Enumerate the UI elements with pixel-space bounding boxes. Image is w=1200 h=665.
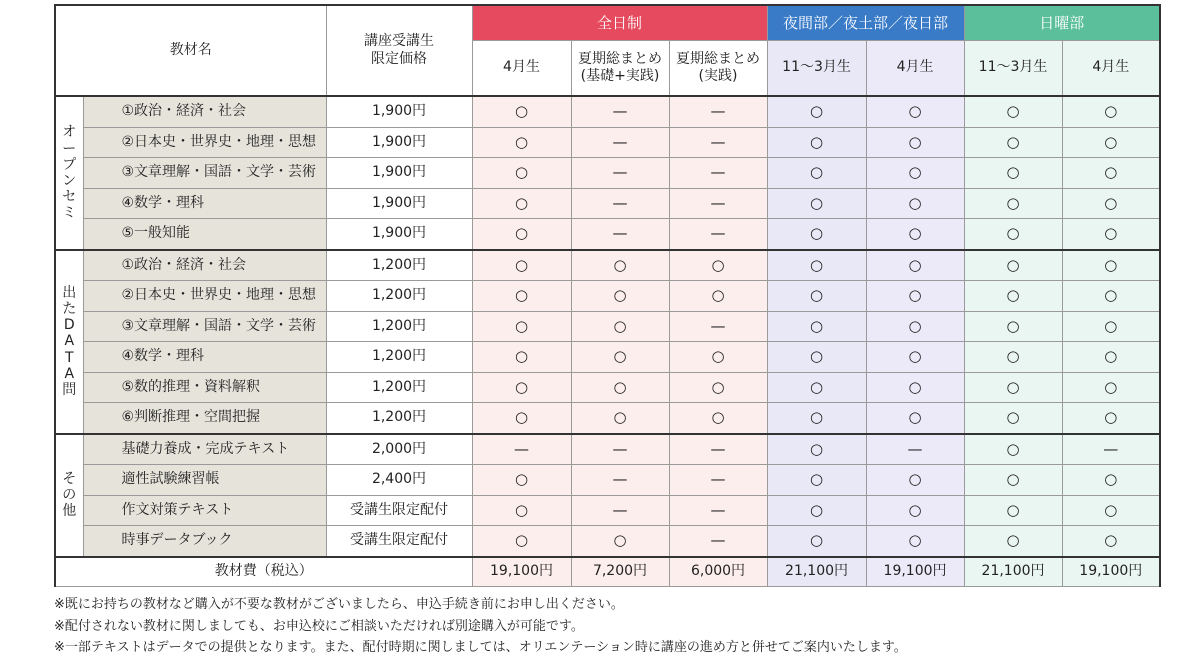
available-mark: ○ [1062,219,1160,250]
subcol-header: 4月生 [866,41,964,97]
material-price: 1,200円 [326,281,472,312]
available-mark: ○ [472,188,571,219]
material-price: 受講生限定配付 [326,526,472,557]
unavailable-mark: — [866,434,964,465]
available-mark: ○ [1062,158,1160,189]
available-mark: ○ [866,372,964,403]
table-row [55,250,1160,281]
unavailable-mark: — [571,127,669,158]
footer-total-value: 19,100円 [866,557,964,587]
available-mark: ○ [571,281,669,312]
material-name: 適性試験練習帳 [83,465,326,496]
material-name: ⑤数的推理・資料解釈 [83,372,326,403]
available-mark: ○ [571,403,669,434]
available-mark: ○ [767,219,866,250]
available-mark: ○ [669,372,767,403]
available-mark: ○ [571,250,669,281]
available-mark: ○ [964,342,1062,373]
unavailable-mark: — [669,158,767,189]
table-row [55,281,1160,312]
footer-total-value: 7,200円 [571,557,669,587]
unavailable-mark: — [571,219,669,250]
available-mark: ○ [472,127,571,158]
table-row [55,219,1160,250]
material-name: ②日本史・世界史・地理・思想 [83,281,326,312]
available-mark: ○ [767,281,866,312]
available-mark: ○ [866,188,964,219]
table-row [55,127,1160,158]
material-name: ④数学・理科 [83,188,326,219]
available-mark: ○ [1062,465,1160,496]
available-mark: ○ [472,281,571,312]
subcol-header: 夏期総まとめ (基礎+実践) [571,41,669,97]
available-mark: ○ [1062,96,1160,127]
note-line: ※既にお持ちの教材など購入が不要な教材がございましたら、申込手続き前にお申し出ください。 [54,597,624,612]
material-price: 1,900円 [326,219,472,250]
section-label: 出 た D A T A 問 [55,250,83,434]
available-mark: ○ [767,158,866,189]
available-mark: ○ [964,403,1062,434]
material-price: 1,200円 [326,403,472,434]
available-mark: ○ [767,403,866,434]
available-mark: ○ [669,281,767,312]
material-name: ①政治・経済・社会 [83,96,326,127]
unavailable-mark: — [669,96,767,127]
header-price: 講座受講生 限定価格 [326,5,472,96]
footer-total-value: 19,100円 [1062,557,1160,587]
material-name: 作文対策テキスト [83,495,326,526]
available-mark: ○ [866,403,964,434]
available-mark: ○ [472,495,571,526]
table-row [55,495,1160,526]
available-mark: ○ [767,434,866,465]
available-mark: ○ [866,495,964,526]
available-mark: ○ [866,250,964,281]
available-mark: ○ [472,342,571,373]
available-mark: ○ [767,188,866,219]
footer-total-value: 21,100円 [964,557,1062,587]
group-header-sunday: 日曜部 [964,5,1160,41]
available-mark: ○ [964,526,1062,557]
material-price: 2,000円 [326,434,472,465]
available-mark: ○ [964,158,1062,189]
available-mark: ○ [767,342,866,373]
table-row [55,434,1160,465]
available-mark: ○ [767,96,866,127]
available-mark: ○ [571,526,669,557]
table-row [55,96,1160,127]
unavailable-mark: — [669,311,767,342]
material-name: ①政治・経済・社会 [83,250,326,281]
available-mark: ○ [1062,495,1160,526]
available-mark: ○ [1062,526,1160,557]
unavailable-mark: — [571,96,669,127]
material-price: 1,900円 [326,127,472,158]
subcol-header: 4月生 [1062,41,1160,97]
available-mark: ○ [472,526,571,557]
available-mark: ○ [1062,188,1160,219]
available-mark: ○ [571,372,669,403]
available-mark: ○ [1062,342,1160,373]
group-header-night: 夜間部／夜土部／夜日部 [767,5,964,41]
unavailable-mark: — [571,495,669,526]
available-mark: ○ [866,342,964,373]
section-label: そ の 他 [55,434,83,557]
available-mark: ○ [472,158,571,189]
available-mark: ○ [767,311,866,342]
unavailable-mark: — [571,434,669,465]
unavailable-mark: — [571,465,669,496]
available-mark: ○ [1062,281,1160,312]
available-mark: ○ [767,495,866,526]
available-mark: ○ [964,127,1062,158]
group-header-fulltime: 全日制 [472,5,767,41]
material-name: ⑤一般知能 [83,219,326,250]
material-price: 1,200円 [326,372,472,403]
available-mark: ○ [1062,311,1160,342]
material-name: ⑥判断推理・空間把握 [83,403,326,434]
available-mark: ○ [964,96,1062,127]
material-price: 1,900円 [326,188,472,219]
available-mark: ○ [767,465,866,496]
available-mark: ○ [1062,250,1160,281]
material-name: 基礎力養成・完成テキスト [83,434,326,465]
available-mark: ○ [571,342,669,373]
available-mark: ○ [964,311,1062,342]
subcol-header: 11〜3月生 [767,41,866,97]
available-mark: ○ [964,188,1062,219]
available-mark: ○ [964,250,1062,281]
unavailable-mark: — [669,495,767,526]
available-mark: ○ [1062,127,1160,158]
unavailable-mark: — [571,188,669,219]
available-mark: ○ [472,465,571,496]
available-mark: ○ [669,342,767,373]
table-row [55,158,1160,189]
available-mark: ○ [866,526,964,557]
material-price: 2,400円 [326,465,472,496]
available-mark: ○ [472,96,571,127]
available-mark: ○ [866,311,964,342]
available-mark: ○ [472,250,571,281]
available-mark: ○ [866,219,964,250]
table-row [55,342,1160,373]
footer-total-value: 6,000円 [669,557,767,587]
footer-total-label: 教材費（税込） [55,557,472,587]
table-row [55,403,1160,434]
unavailable-mark: — [669,219,767,250]
available-mark: ○ [472,311,571,342]
available-mark: ○ [866,465,964,496]
subcol-header: 11〜3月生 [964,41,1062,97]
subcol-header: 4月生 [472,41,571,97]
available-mark: ○ [767,372,866,403]
available-mark: ○ [767,250,866,281]
table-row [55,526,1160,557]
material-price: 1,200円 [326,342,472,373]
unavailable-mark: — [669,127,767,158]
available-mark: ○ [669,250,767,281]
available-mark: ○ [1062,372,1160,403]
available-mark: ○ [767,526,866,557]
available-mark: ○ [964,219,1062,250]
unavailable-mark: — [472,434,571,465]
table-row [55,465,1160,496]
footer-total-value: 21,100円 [767,557,866,587]
available-mark: ○ [1062,403,1160,434]
unavailable-mark: — [669,434,767,465]
note-line: ※配付されない教材に関しましても、お申込校にご相談いただければ別途購入が可能です。 [54,618,584,634]
available-mark: ○ [472,219,571,250]
table-body [55,96,1160,557]
available-mark: ○ [472,372,571,403]
material-name: 時事データブック [83,526,326,557]
unavailable-mark: — [571,158,669,189]
material-name: ④数学・理科 [83,342,326,373]
table-row [55,311,1160,342]
section-label: オ ー プ ン セ ミ [55,96,83,250]
table-row [55,188,1160,219]
material-name: ③文章理解・国語・文学・芸術 [83,158,326,189]
unavailable-mark: — [1062,434,1160,465]
available-mark: ○ [669,403,767,434]
subcol-header: 夏期総まとめ (実践) [669,41,767,97]
material-name: ②日本史・世界史・地理・思想 [83,127,326,158]
footer-total-value: 19,100円 [472,557,571,587]
available-mark: ○ [866,127,964,158]
available-mark: ○ [571,311,669,342]
available-mark: ○ [767,127,866,158]
material-price: 1,900円 [326,158,472,189]
available-mark: ○ [964,281,1062,312]
available-mark: ○ [964,465,1062,496]
table-row [55,372,1160,403]
price-table-wrapper [54,4,1161,587]
material-price: 受講生限定配付 [326,495,472,526]
unavailable-mark: — [669,526,767,557]
notes [54,594,907,659]
note-line: ※一部テキストはデータでの提供となります。また、配付時期に関しましては、オリエンテーション時に講座の進め方と併せてご案内いたします。 [54,640,907,655]
material-name: ③文章理解・国語・文学・芸術 [83,311,326,342]
available-mark: ○ [472,403,571,434]
material-price: 1,900円 [326,96,472,127]
unavailable-mark: — [669,188,767,219]
available-mark: ○ [964,495,1062,526]
unavailable-mark: — [669,465,767,496]
material-price: 1,200円 [326,311,472,342]
available-mark: ○ [964,434,1062,465]
available-mark: ○ [964,372,1062,403]
available-mark: ○ [866,158,964,189]
header-material-name: 教材名 [55,5,326,96]
material-price: 1,200円 [326,250,472,281]
available-mark: ○ [866,96,964,127]
available-mark: ○ [866,281,964,312]
materials-table [54,4,1161,587]
